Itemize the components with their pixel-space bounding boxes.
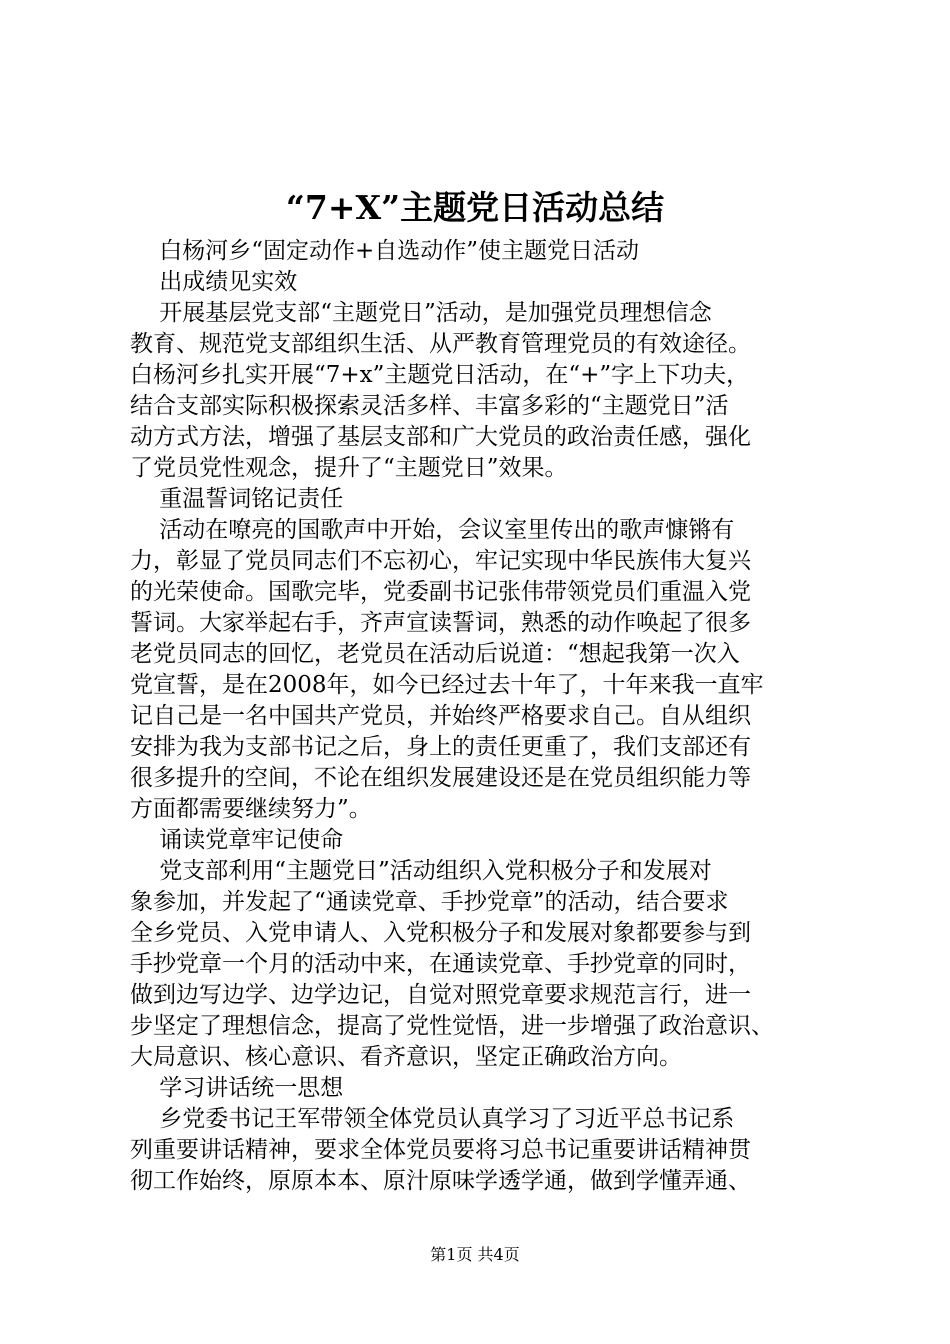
text-line: 记自己是一名中国共产党员，并始终严格要求自己。自从组织 (130, 703, 751, 729)
text-line: 彻工作始终，原原本本、原汁原味学透学通，做到学懂弄通、 (130, 1168, 751, 1194)
text-line: 诵读党章牢记使命 (130, 827, 344, 853)
text-line: 老党员同志的回忆，老党员在活动后说道：“想起我第一次入 (130, 641, 740, 667)
text-line: 了党员党性观念，提升了“主题党日”效果。 (130, 455, 568, 481)
text-line: 白杨河乡扎实开展“7+x”主题党日活动，在“+”字上下功夫， (130, 362, 750, 388)
text-line: 党支部利用“主题党日”活动组织入党积极分子和发展对 (130, 858, 712, 884)
text-line: 动方式方法，增强了基层支部和广大党员的政治责任感，强化 (130, 424, 751, 450)
text-line: 誓词。大家举起右手，齐声宣读誓词，熟悉的动作唤起了很多 (130, 610, 751, 636)
page-footer: 第1页 共4页 (430, 1245, 520, 1264)
document-body (130, 236, 842, 1197)
text-line: 大局意识、核心意识、看齐意识，坚定正确政治方向。 (130, 1044, 682, 1070)
text-line: 白杨河乡“固定动作+自选动作”使主题党日活动 (130, 238, 640, 264)
text-line: 开展基层党支部“主题党日”活动，是加强党员理想信念 (130, 300, 712, 326)
text-line: 重温誓词铭记责任 (130, 486, 344, 512)
text-line: 活动在嘹亮的国歌声中开始，会议室里传出的歌声慷锵有 (130, 517, 735, 543)
text-line: 力，彰显了党员同志们不忘初心，牢记实现中华民族伟大复兴 (130, 548, 751, 574)
text-line: 做到边写边学、边学边记，自觉对照党章要求规范言行，进一 (130, 982, 751, 1008)
document-title: “7+X”主题党日活动总结 (285, 188, 665, 227)
text-line: 步坚定了理想信念，提高了党性觉悟，进一步增强了政治意识、 (130, 1013, 774, 1039)
text-line: 乡党委书记王军带领全体党员认真学习了习近平总书记系 (130, 1106, 735, 1132)
text-line: 的光荣使命。国歌完毕，党委副书记张伟带领党员们重温入党 (130, 579, 751, 605)
text-line: 手抄党章一个月的活动中来，在通读党章、手抄党章的同时， (130, 951, 751, 977)
text-line: 出成绩见实效 (130, 269, 298, 295)
text-line: 全乡党员、入党申请人、入党积极分子和发展对象都要参与到 (130, 920, 751, 946)
text-line: 学习讲话统一思想 (130, 1075, 344, 1101)
text-line: 安排为我为支部书记之后，身上的责任更重了，我们支部还有 (130, 734, 751, 760)
body-text (130, 236, 842, 1197)
text-line: 党宣誓，是在2008年，如今已经过去十年了，十年来我一直牢 (130, 672, 764, 698)
text-line: 很多提升的空间，不论在组织发展建设还是在党员组织能力等 (130, 765, 751, 791)
text-line: 方面都需要继续努力”。 (130, 796, 372, 822)
text-line: 列重要讲话精神，要求全体党员要将习总书记重要讲话精神贯 (130, 1137, 751, 1163)
text-line: 教育、规范党支部组织生活、从严教育管理党员的有效途径。 (130, 331, 751, 357)
text-line: 结合支部实际积极探索灵活多样、丰富多彩的“主题党日”活 (130, 393, 729, 419)
text-line: 象参加，并发起了“通读党章、手抄党章”的活动，结合要求 (130, 889, 729, 915)
